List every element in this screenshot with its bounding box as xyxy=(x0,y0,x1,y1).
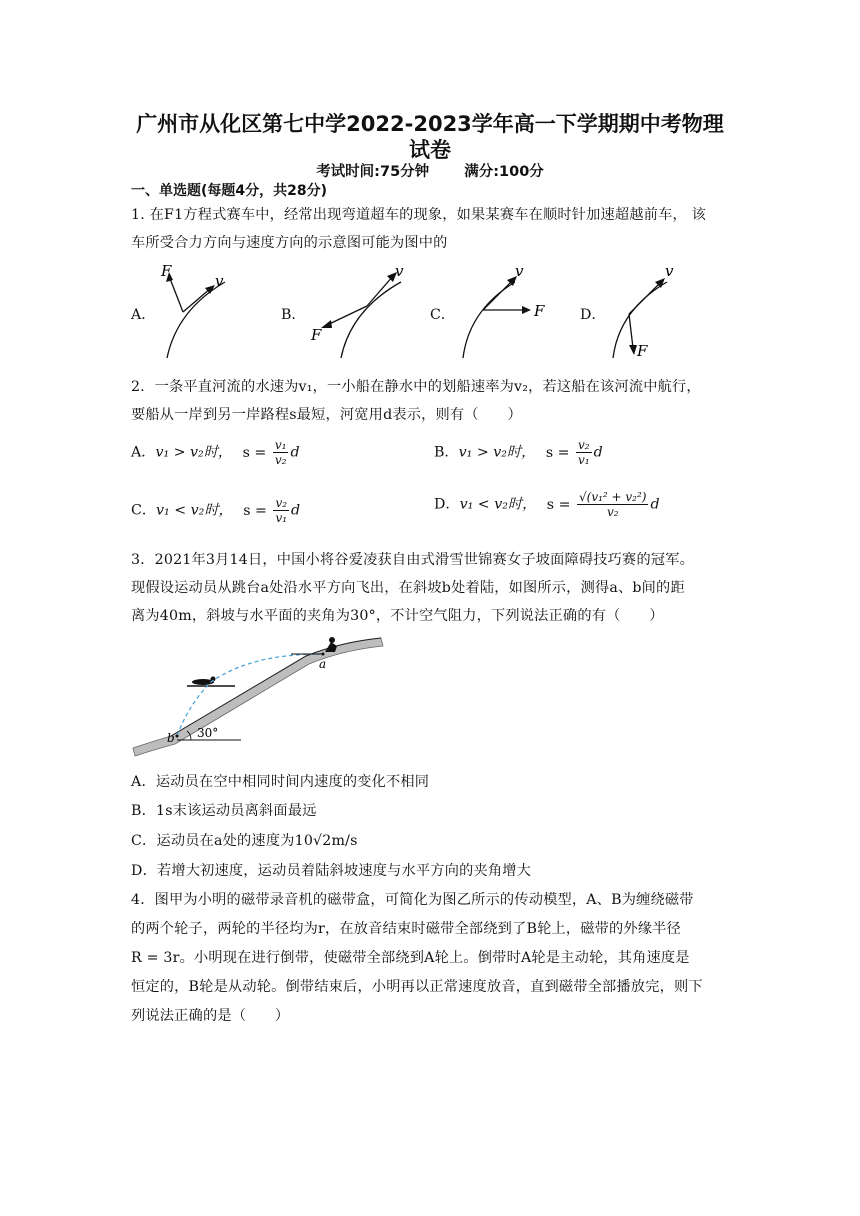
q2-option-a: A．v₁ > v₂时， s = $\frac{\text{v₁}}{\text{v₂}}$ d xyxy=(131,438,300,467)
q3-point-a: a xyxy=(319,657,327,671)
q1-option-a-label: A． xyxy=(131,307,156,323)
q1-option-c-label: C． xyxy=(430,307,456,323)
section-heading: 一、单选题(每题4分，共28分) xyxy=(131,183,328,199)
q4-text-line1: 4．图甲为小明的磁带录音机的磁带盒，可简化为图乙所示的传动模型，A、B为缠绕磁带 xyxy=(131,892,694,908)
q1-c-vel-label: v xyxy=(515,262,524,280)
q3-option-d: D．若增大初速度，运动员着陆斜坡速度与水平方向的夹角增大 xyxy=(131,863,532,879)
q2-option-d: D．v₁ < v₂时， s = $\frac{\text{√(v₁² + v₂²)}}{\text{v₂}}$ d xyxy=(434,490,660,519)
q1-b-vel-label: v xyxy=(395,262,404,280)
q1-option-b-figure xyxy=(305,260,415,364)
q1-option-b-label: B． xyxy=(281,307,306,323)
q3-point-b: b xyxy=(167,731,175,745)
q2-option-b: B．v₁ > v₂时， s = $\frac{\text{v₂}}{\text{v₁}}$ d xyxy=(434,438,603,467)
q2-text-line2: 要船从一岸到另一岸路程s最短，河宽用d表示，则有（ ） xyxy=(131,407,522,423)
exam-time: 考试时间:75分钟 xyxy=(316,164,430,180)
full-score: 满分:100分 xyxy=(464,164,544,180)
q1-option-a-figure xyxy=(155,260,235,364)
q1-d-force-label: F xyxy=(637,342,648,360)
exam-meta xyxy=(0,160,860,181)
q1-text-line2: 车所受合力方向与速度方向的示意图可能为图中的 xyxy=(131,235,448,251)
q1-d-vel-label: v xyxy=(665,262,674,280)
q4-text-line2: 的两个轮子，两轮的半径均为r，在放音结束时磁带全部绕到了B轮上，磁带的外缘半径 xyxy=(131,921,681,937)
q1-text-line1: 1. 在F1方程式赛车中，经常出现弯道超车的现象，如果某赛车在顺时针加速超越前车， 该 xyxy=(131,207,706,223)
q3-option-c: C．运动员在a处的速度为10√2m/s xyxy=(131,833,358,849)
q1-option-c-figure xyxy=(455,260,555,364)
q1-a-vel-label: v xyxy=(215,272,224,290)
q2-option-c: C．v₁ < v₂时， s = $\frac{\text{v₂}}{\text{v₁}}$ d xyxy=(131,496,301,525)
q4-text-line5: 列说法正确的是（ ） xyxy=(131,1008,290,1024)
q1-option-d-figure xyxy=(605,260,695,364)
q2-text-line1: 2．一条平直河流的水速为v₁，一小船在静水中的划船速率为v₂，若这船在该河流中航行， xyxy=(131,379,701,395)
q3-option-a: A．运动员在空中相同时间内速度的变化不相同 xyxy=(131,774,430,790)
q1-option-d-label: D． xyxy=(580,307,606,323)
page-title-cont: 试卷 xyxy=(409,138,451,162)
q3-option-b: B．1s末该运动员离斜面最远 xyxy=(131,803,317,819)
q3-slope-figure xyxy=(131,632,386,760)
page-title: 广州市从化区第七中学2022-2023学年高一下学期期中考物理 xyxy=(136,112,724,136)
q3-angle-label: 30° xyxy=(197,726,219,740)
q4-text-line3: R = 3r。小明现在进行倒带，使磁带全部绕到A轮上。倒带时A轮是主动轮，其角速度是 xyxy=(131,950,690,966)
q4-text-line4: 恒定的，B轮是从动轮。倒带结束后，小明再以正常速度放音，直到磁带全部播放完，则下 xyxy=(131,979,703,995)
q1-b-force-label: F xyxy=(311,326,322,344)
q3-text-line3: 离为40m，斜坡与水平面的夹角为30°，不计空气阻力，下列说法正确的有（ ） xyxy=(131,608,664,624)
q3-text-line1: 3．2021年3月14日，中国小将谷爱凌获自由式滑雪世锦赛女子坡面障碍技巧赛的冠军。 xyxy=(131,552,694,568)
q1-c-force-label: F xyxy=(534,302,545,320)
q1-a-force-label: F xyxy=(161,262,172,280)
q3-text-line2: 现假设运动员从跳台a处沿水平方向飞出，在斜坡b处着陆，如图所示，测得a、b间的距 xyxy=(131,580,685,596)
